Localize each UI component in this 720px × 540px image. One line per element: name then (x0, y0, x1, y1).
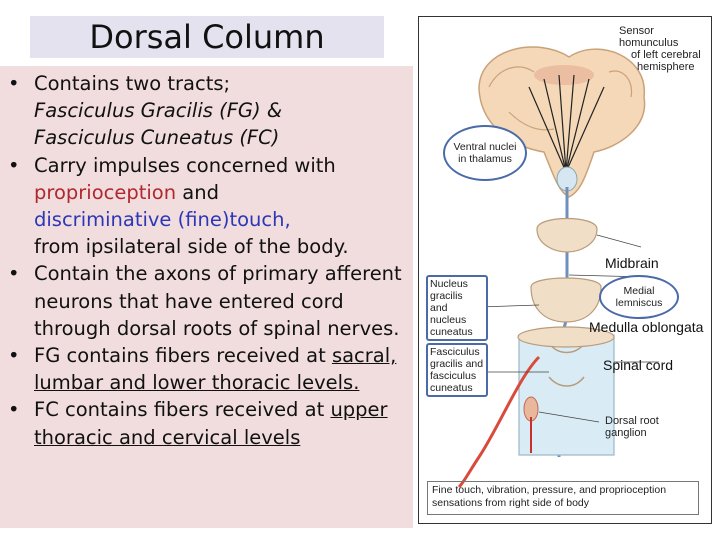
underlined-text: lumbar and lower thoracic levels. (34, 371, 360, 395)
bullet-dot-icon: • (8, 262, 20, 286)
underlined-text: thoracic and cervical levels (34, 425, 301, 449)
bullet-item (6, 260, 406, 342)
bullet-text: Contain the axons of primary afferent (34, 262, 402, 286)
bullet-text: from ipsilateral side of the body. (34, 235, 349, 259)
bullet-item (6, 152, 406, 261)
label-midbrain: Midbrain (605, 255, 659, 271)
bullet-item (6, 70, 406, 152)
label-line: Dorsal root (605, 415, 659, 427)
label-line: gracilis and (430, 358, 484, 370)
highlight-discriminative-touch: discriminative (fine)touch, (34, 208, 291, 232)
bullet-dot-icon: • (8, 398, 20, 422)
bullet-dot-icon: • (8, 72, 20, 95)
label-line: of left cerebral (631, 49, 701, 61)
underlined-text: sacral, (331, 344, 397, 368)
bullet-item (6, 396, 406, 450)
label-line: cuneatus (430, 326, 473, 338)
homunculus-shape (534, 65, 594, 85)
bullet-text (34, 396, 406, 423)
bullet-text: Contains two tracts; (34, 72, 231, 95)
bullet-text: FG contains fibers received at (34, 344, 332, 368)
bullet-text: Carry impulses concerned with (34, 153, 336, 177)
underlined-text: upper (330, 398, 388, 422)
label-line: and nucleus (430, 302, 467, 326)
label-ventral-nuclei (443, 125, 527, 181)
slide-title-bar (30, 16, 384, 58)
label-medial-lemniscus (599, 275, 679, 319)
bullet-text-italic: Fasciculus Cuneatus (FC) (34, 126, 280, 150)
dorsal-column-pathway-figure (418, 16, 712, 524)
label-line: ganglion (605, 427, 647, 439)
label-medulla-oblongata: Medulla oblongata (589, 319, 704, 335)
bullet-text: and (176, 180, 219, 204)
label-spinal-cord: Spinal cord (603, 357, 674, 373)
label-line: lemniscus (615, 297, 663, 309)
bullet-text (34, 342, 406, 369)
label-line: fasciculus (430, 370, 477, 382)
caption-line: Fine touch, vibration, pressure, and proprioception (432, 484, 667, 496)
bullet-text: FC contains fibers received at (34, 398, 331, 422)
medulla-shape (531, 278, 601, 322)
bullet-dot-icon: • (8, 344, 20, 368)
highlight-proprioception: proprioception (34, 180, 177, 204)
figure-caption (427, 481, 699, 515)
label-nucleus-gracilis-cuneatus (426, 275, 488, 341)
pathway-illustration (419, 17, 711, 523)
bullet-text: through dorsal roots of spinal nerves. (34, 316, 400, 340)
bullet-text: neurons that have entered cord (34, 289, 344, 313)
label-line: Nucleus (430, 278, 468, 290)
pointer-line (479, 305, 539, 307)
slide-title: Dorsal Column (89, 18, 325, 56)
label-dorsal-root-ganglion (605, 415, 659, 439)
label-line: cuneatus (430, 382, 473, 394)
label-line: Ventral nuclei (453, 141, 517, 153)
bullet-list (6, 70, 406, 451)
bullet-text (34, 179, 406, 206)
label-line: Sensor homunculus (619, 25, 679, 49)
bullet-dot-icon: • (8, 153, 20, 177)
label-sensor-homunculus (619, 25, 711, 73)
label-line: hemisphere (637, 61, 695, 73)
pointer-line (597, 235, 641, 247)
bullet-text-italic: Fasciculus Gracilis (FG) & (34, 99, 283, 123)
label-fasciculus-gracilis-cuneatus (426, 343, 488, 397)
label-line: Medial (623, 285, 655, 297)
bullet-item (6, 342, 406, 396)
label-line: Fasciculus (430, 346, 480, 358)
midbrain-shape (537, 219, 597, 253)
caption-line: sensations from right side of body (432, 497, 589, 509)
label-line: gracilis (430, 290, 463, 302)
label-line: in thalamus (458, 153, 512, 165)
